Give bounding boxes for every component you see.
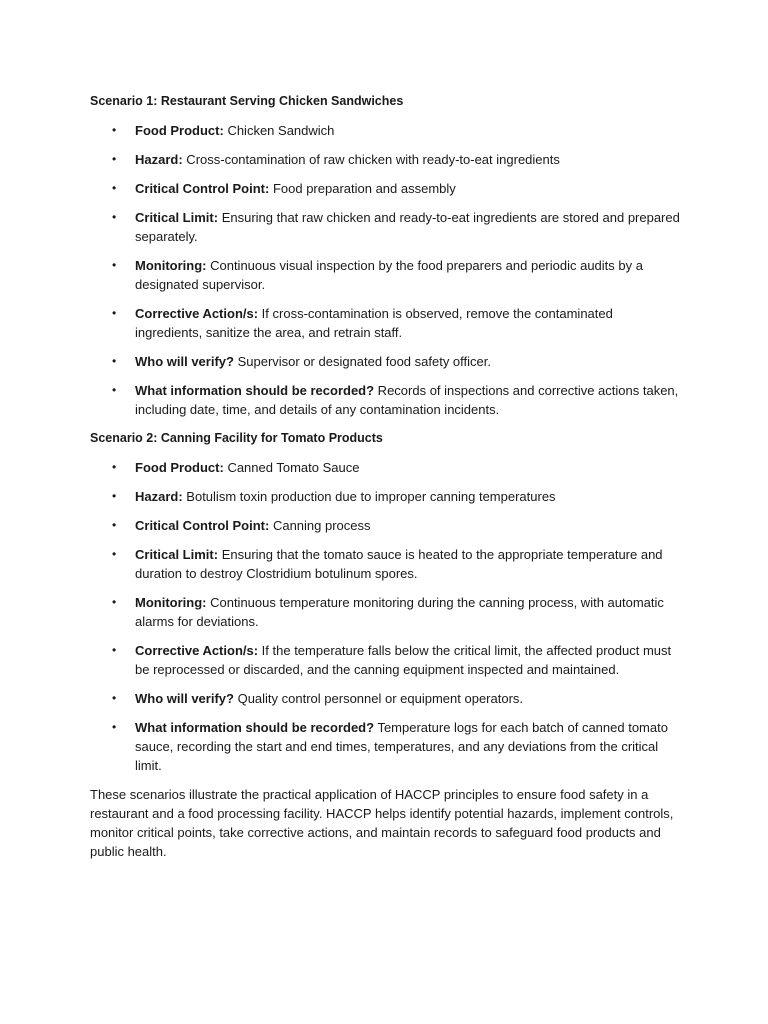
item-text: Canning process (269, 518, 371, 533)
item-label: Monitoring: (135, 595, 207, 610)
scenario-1-list (90, 121, 680, 419)
item-label: Critical Limit: (135, 210, 219, 225)
item-label: Hazard: (135, 152, 183, 167)
item-label: Food Product: (135, 460, 224, 475)
item-text: Food preparation and assembly (269, 181, 456, 196)
bullet-icon: • (112, 595, 117, 609)
bullet-icon: • (112, 547, 117, 561)
bullet-icon: • (112, 691, 117, 705)
list-item (90, 208, 680, 246)
bullet-icon: • (112, 306, 117, 320)
item-text: Canned Tomato Sauce (223, 460, 360, 475)
scenario-2-list (90, 458, 680, 775)
item-label: What information should be recorded? (135, 720, 375, 735)
list-item (90, 121, 680, 140)
item-text: Supervisor or designated food safety officer. (233, 354, 491, 369)
item-label: Critical Control Point: (135, 181, 270, 196)
item-label: What information should be recorded? (135, 383, 375, 398)
list-item (90, 718, 680, 775)
list-item (90, 487, 680, 506)
item-label: Food Product: (135, 123, 224, 138)
item-text: Ensuring that raw chicken and ready-to-eat ingredients are stored and prepared separately. (135, 210, 680, 244)
bullet-icon: • (112, 258, 117, 272)
item-text: Botulism toxin production due to improper canning temperatures (182, 489, 556, 504)
item-text: Continuous temperature monitoring during the canning process, with automatic alarms for deviations. (135, 595, 664, 629)
bullet-icon: • (112, 383, 117, 397)
item-text: If cross-contamination is observed, remove the contaminated ingredients, sanitize the area, and retrain staff. (135, 306, 613, 340)
item-label: Critical Limit: (135, 547, 219, 562)
document-page (90, 92, 680, 861)
bullet-icon: • (112, 518, 117, 532)
bullet-icon: • (112, 181, 117, 195)
bullet-icon: • (112, 210, 117, 224)
item-text: Ensuring that the tomato sauce is heated to the appropriate temperature and duration to destroy Clostridium botulinum spores. (135, 547, 663, 581)
item-text: Continuous visual inspection by the food preparers and periodic audits by a designated supervisor. (135, 258, 643, 292)
bullet-icon: • (112, 123, 117, 137)
list-item (90, 352, 680, 371)
bullet-icon: • (112, 354, 117, 368)
item-label: Monitoring: (135, 258, 207, 273)
item-label: Who will verify? (135, 691, 234, 706)
list-item (90, 593, 680, 631)
item-text: Quality control personnel or equipment operators. (233, 691, 524, 706)
item-label: Corrective Action/s: (135, 306, 259, 321)
list-item (90, 689, 680, 708)
item-text: Chicken Sandwich (223, 123, 335, 138)
scenario-2-heading: Scenario 2: Canning Facility for Tomato Products (90, 431, 383, 445)
list-item (90, 516, 680, 535)
list-item (90, 458, 680, 477)
item-text: Temperature logs for each batch of canned tomato sauce, recording the start and end times, temperatures, and any deviations from the critical limit. (135, 720, 668, 773)
list-item (90, 381, 680, 419)
bullet-icon: • (112, 720, 117, 734)
item-label: Corrective Action/s: (135, 643, 259, 658)
item-text: If the temperature falls below the critical limit, the affected product must be reprocessed or discarded, and the canning equipment inspected and maintained. (135, 643, 672, 677)
list-item (90, 304, 680, 342)
bullet-icon: • (112, 152, 117, 166)
conclusion-paragraph: These scenarios illustrate the practical application of HACCP principles to ensure food safety in a restaurant and a food processing facility. HACCP helps identify potential hazards, implement controls, monitor critical points, take corrective actions, and maintain records to safeguard food products and public health. (90, 787, 674, 859)
item-text: Records of inspections and corrective actions taken, including date, time, and details of any contamination incidents. (135, 383, 679, 417)
list-item (90, 641, 680, 679)
bullet-icon: • (112, 643, 117, 657)
scenario-1-heading: Scenario 1: Restaurant Serving Chicken Sandwiches (90, 94, 404, 108)
item-label: Hazard: (135, 489, 183, 504)
list-item (90, 545, 680, 583)
list-item (90, 256, 680, 294)
item-label: Who will verify? (135, 354, 234, 369)
bullet-icon: • (112, 489, 117, 503)
list-item (90, 150, 680, 169)
item-label: Critical Control Point: (135, 518, 270, 533)
item-text: Cross-contamination of raw chicken with ready-to-eat ingredients (182, 152, 560, 167)
bullet-icon: • (112, 460, 117, 474)
list-item (90, 179, 680, 198)
